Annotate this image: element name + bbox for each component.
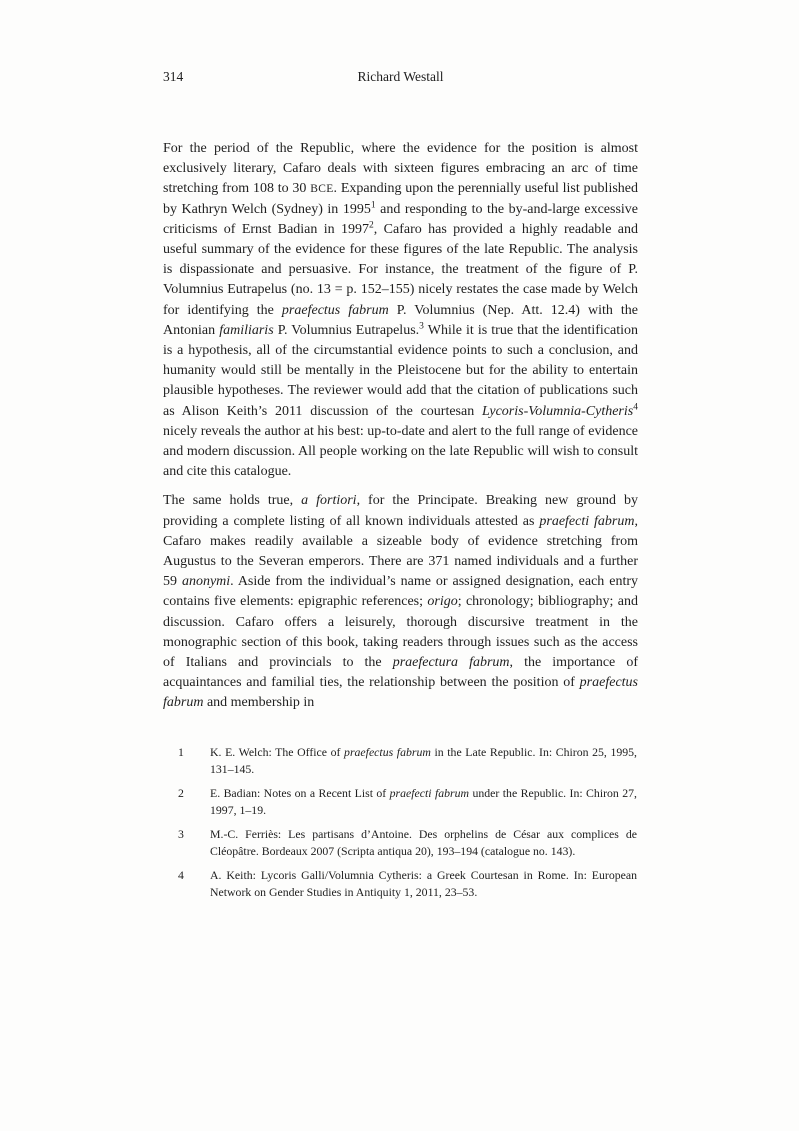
text-run: . Aside from the individual’s name or assigned designation, each entry contains five elements: epigraphic references; (163, 574, 638, 610)
text-run: praefectura fabrum (392, 655, 510, 671)
text-run: praefectus fabrum (344, 745, 431, 759)
text-run: familiaris (219, 322, 274, 338)
text-run: praefectus fabrum (163, 675, 638, 711)
text-run: origo (427, 594, 458, 610)
text-run: , for the Principate. Breaking new ground by providing a complete listing of all known individuals attested as (163, 493, 638, 529)
text-run: BCE (310, 183, 334, 196)
text-run: ; chronology; bibliography; and discussion. Cafaro offers a leisurely, thorough discursive treatment in the monographic section of this book, taking readers through issues such as the access of Italians and provincials to the (163, 594, 639, 671)
text-run: . Expanding upon the perennially useful list published by Kathryn Welch (Sydney) in 1995 (163, 181, 638, 217)
footnote-item (178, 867, 637, 901)
footnote-text (210, 744, 637, 778)
text-run: nicely reveals the author at his best: up-to-date and alert to the full range of evidence and modern discussion. All people working on the late Republic will wish to consult and cite this catalogue. (163, 423, 638, 480)
footnote-item (178, 826, 637, 860)
page-number: 314 (163, 69, 184, 84)
text-run: P. Volumnius Eutrapelus. (273, 322, 420, 338)
footnotes-section (178, 744, 637, 908)
text-run: While it is true that the identification is a hypothesis, all of the circumstantial evidence points to such a conclusion, and humanity would still be mentally in the Pleistocene but for the ability to entertain plausible hypotheses. The reviewer would add that the citation of publications such as Alison Keith’s 2011 discussion of the courtesan (163, 322, 639, 419)
body-paragraph-1 (163, 139, 638, 482)
footnote-marker: 4 (633, 401, 638, 412)
footnote-item (178, 744, 637, 778)
text-run: , Cafaro has provided a highly readable and useful summary of the evidence for these figures of the late Republic. The analysis is dispassionate and persuasive. For instance, the treatment of the figure of P. Volumnius Eutrapelus (no. 13 = p. 152–155) nicely restates the case made by Welch for identifying the (163, 221, 638, 318)
text-run: a fortiori (301, 493, 357, 509)
footnote-text (210, 867, 637, 901)
text-run: P. Volumnius (Nep. Att. 12.4) with the Antonian (163, 302, 639, 338)
text-run: K. E. Welch: The Office of (210, 745, 345, 759)
text-run: and membership in (203, 695, 315, 711)
text-run: and responding to the by-and-large excessive criticisms of Ernst Badian in 1997 (163, 201, 639, 237)
footnote-item (178, 785, 637, 819)
page-header (163, 69, 638, 85)
text-run: The same holds true, (163, 493, 302, 509)
text-run: , the importance of acquaintances and familial ties, the relationship between the position of (163, 655, 638, 691)
footnote-number: 1 (178, 745, 184, 759)
text-run: E. Badian: Notes on a Recent List of (210, 786, 390, 800)
footnote-marker: 2 (369, 220, 374, 231)
text-run: praefecti fabrum (539, 513, 635, 529)
text-run: praefecti fabrum (389, 786, 470, 800)
footnote-number: 2 (178, 786, 184, 800)
running-header: Richard Westall (357, 69, 444, 84)
footnote-marker: 3 (419, 321, 424, 332)
text-run: anonymi (181, 574, 231, 590)
text-run: M.-C. Ferriès: Les partisans d’Antoine. Des orphelins de César aux complices de Cléopâtre. Bordeaux 2007 (Scripta antiqua 20), 193–194 (catalogue no. 143). (210, 827, 637, 858)
text-run: praefectus fabrum (281, 302, 389, 318)
text-run: , Cafaro makes readily available a sizeable body of evidence stretching from Augustus to the Severan emperors. There are 371 named individuals and a further 59 (163, 513, 638, 590)
footnote-marker: 1 (370, 199, 376, 210)
footnote-text (210, 826, 637, 860)
text-run: under the Republic. In: Chiron 27, 1997, 1–19. (210, 786, 637, 817)
footnote-number: 3 (178, 827, 184, 841)
body-paragraph-2 (163, 491, 638, 713)
footnote-text (210, 785, 637, 819)
text-run: in the Late Republic. In: Chiron 25, 1995, 131–145. (210, 745, 637, 776)
body-text (163, 139, 638, 714)
footnote-number: 4 (178, 868, 184, 882)
text-run: A. Keith: Lycoris Galli/Volumnia Cytheris: a Greek Courtesan in Rome. In: European Network on Gender Studies in Antiquity 1, 2011, 23–53. (210, 868, 637, 899)
text-run: Lycoris-Volumnia-Cytheris (481, 403, 634, 419)
text-run: For the period of the Republic, where the evidence for the position is almost exclusively literary, Cafaro deals with sixteen figures embracing an arc of time stretching from 108 to 30 (163, 141, 638, 197)
